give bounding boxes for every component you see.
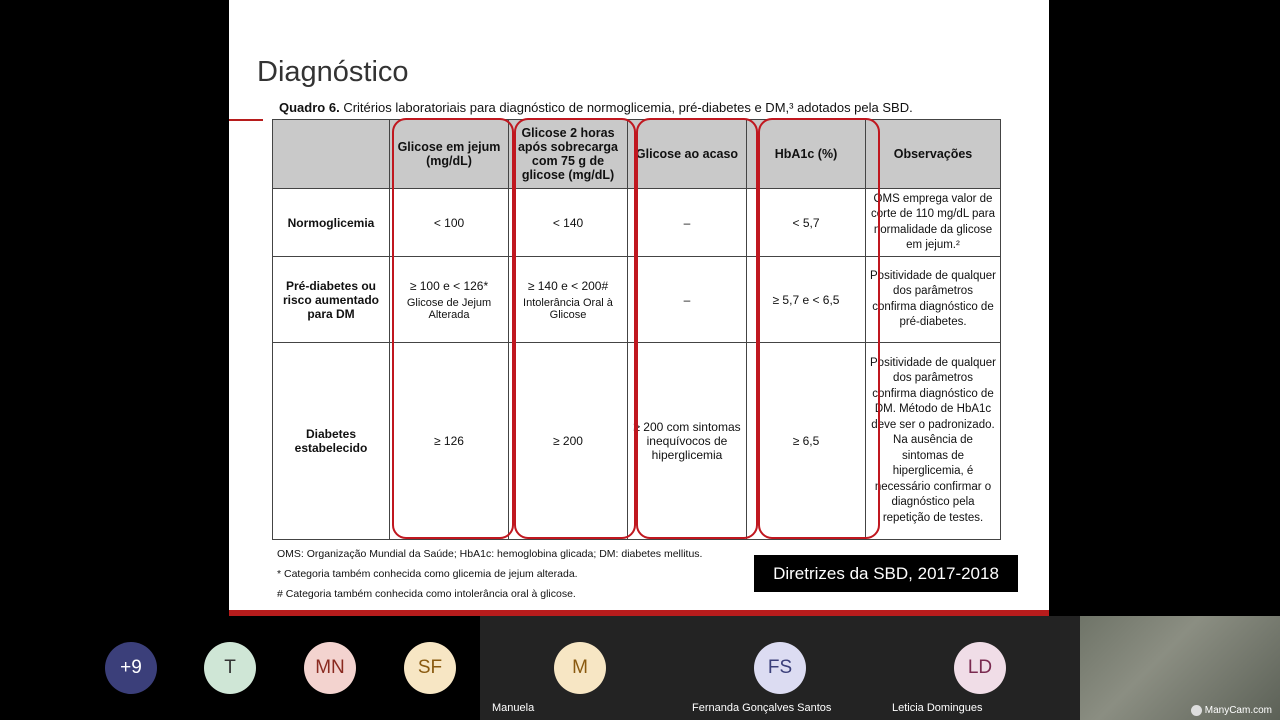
caption-label: Quadro 6. [279, 100, 340, 115]
footnote: OMS: Organização Mundial da Saúde; HbA1c: hemoglobina glicada; DM: diabetes mellitus. [277, 548, 703, 560]
cell-value: ≥ 100 e < 126* [409, 278, 489, 293]
cell-2h: ≥ 200 [509, 343, 628, 540]
participant-tile[interactable] [380, 616, 480, 720]
table-row [273, 343, 1001, 540]
header-hba1c: HbA1c (%) [747, 120, 866, 189]
participant-tile[interactable] [280, 616, 380, 720]
participant-name: Manuela [492, 702, 535, 714]
cell-hba1c: ≥ 6,5 [747, 343, 866, 540]
cell-acaso: – [628, 257, 747, 343]
footnote: # Categoria também conhecida como intolerância oral à glicose. [277, 588, 576, 600]
cell-2h [509, 257, 628, 343]
participant-tile[interactable] [180, 616, 280, 720]
participant-tile[interactable] [880, 616, 1080, 720]
row-label: Normoglicemia [273, 189, 390, 257]
cell-note: Glicose de Jejum Alterada [406, 296, 492, 321]
header-empty [273, 120, 390, 189]
avatar: SF [404, 642, 456, 694]
cell-2h: < 140 [509, 189, 628, 257]
participant-name: Fernanda Gonçalves Santos [692, 702, 832, 714]
more-participants-avatar[interactable]: +9 [105, 642, 157, 694]
avatar: FS [754, 642, 806, 694]
participant-name: Leticia Domingues [892, 702, 983, 714]
cell-hba1c: ≥ 5,7 e < 6,5 [747, 257, 866, 343]
row-label: Pré-diabetes ou risco aumentado para DM [273, 257, 390, 343]
cell-acaso: – [628, 189, 747, 257]
header-jejum: Glicose em jejum (mg/dL) [390, 120, 509, 189]
source-badge: Diretrizes da SBD, 2017-2018 [754, 555, 1018, 592]
watermark-text: ManyCam.com [1204, 705, 1272, 716]
manycam-watermark [1191, 705, 1272, 716]
caption-text: Critérios laboratoriais para diagnóstico de normoglicemia, pré-diabetes e DM,³ adotados pela SBD. [343, 100, 913, 115]
camera-video-tile[interactable] [1080, 616, 1280, 720]
cell-obs: Positividade de qualquer dos parâmetros confirma diagnóstico de DM. Método de HbA1c deve ser o padronizado. Na ausência de sintomas de hiperglicemia, é necessário confirmar o diagnóstico pela repetição de testes. [866, 343, 1001, 540]
participant-tile-overflow[interactable] [80, 616, 180, 720]
avatar: M [554, 642, 606, 694]
cell-obs: OMS emprega valor de corte de 110 mg/dL para normalidade da glicose em jejum.² [866, 189, 1001, 257]
diagnostic-criteria-table [272, 119, 1001, 540]
cell-jejum: ≥ 126 [390, 343, 509, 540]
cell-hba1c: < 5,7 [747, 189, 866, 257]
participant-tile[interactable] [480, 616, 680, 720]
table-footnotes [277, 544, 702, 604]
table-header-row [273, 120, 1001, 189]
presentation-slide [229, 0, 1049, 616]
cell-acaso: ≥ 200 com sintomas inequívocos de hiperglicemia [628, 343, 747, 540]
row-label: Diabetes estabelecido [273, 343, 390, 540]
cell-note: Intolerância Oral à Glicose [523, 296, 613, 321]
manycam-logo-icon [1191, 705, 1202, 716]
slide-title: Diagnóstico [257, 56, 409, 88]
avatar: MN [304, 642, 356, 694]
accent-line [229, 119, 263, 121]
avatar: LD [954, 642, 1006, 694]
header-obs: Observações [866, 120, 1001, 189]
cell-jejum [390, 257, 509, 343]
cell-jejum: < 100 [390, 189, 509, 257]
table-row [273, 257, 1001, 343]
avatar: T [204, 642, 256, 694]
footnote: * Categoria também conhecida como glicemia de jejum alterada. [277, 568, 578, 580]
participant-tile[interactable] [680, 616, 880, 720]
cell-obs: Positividade de qualquer dos parâmetros confirma diagnóstico de pré-diabetes. [866, 257, 1001, 343]
table-row [273, 189, 1001, 257]
table-caption [279, 100, 913, 115]
header-acaso: Glicose ao acaso [628, 120, 747, 189]
header-2h: Glicose 2 horas após sobrecarga com 75 g de glicose (mg/dL) [509, 120, 628, 189]
cell-value: ≥ 140 e < 200# [527, 278, 609, 293]
